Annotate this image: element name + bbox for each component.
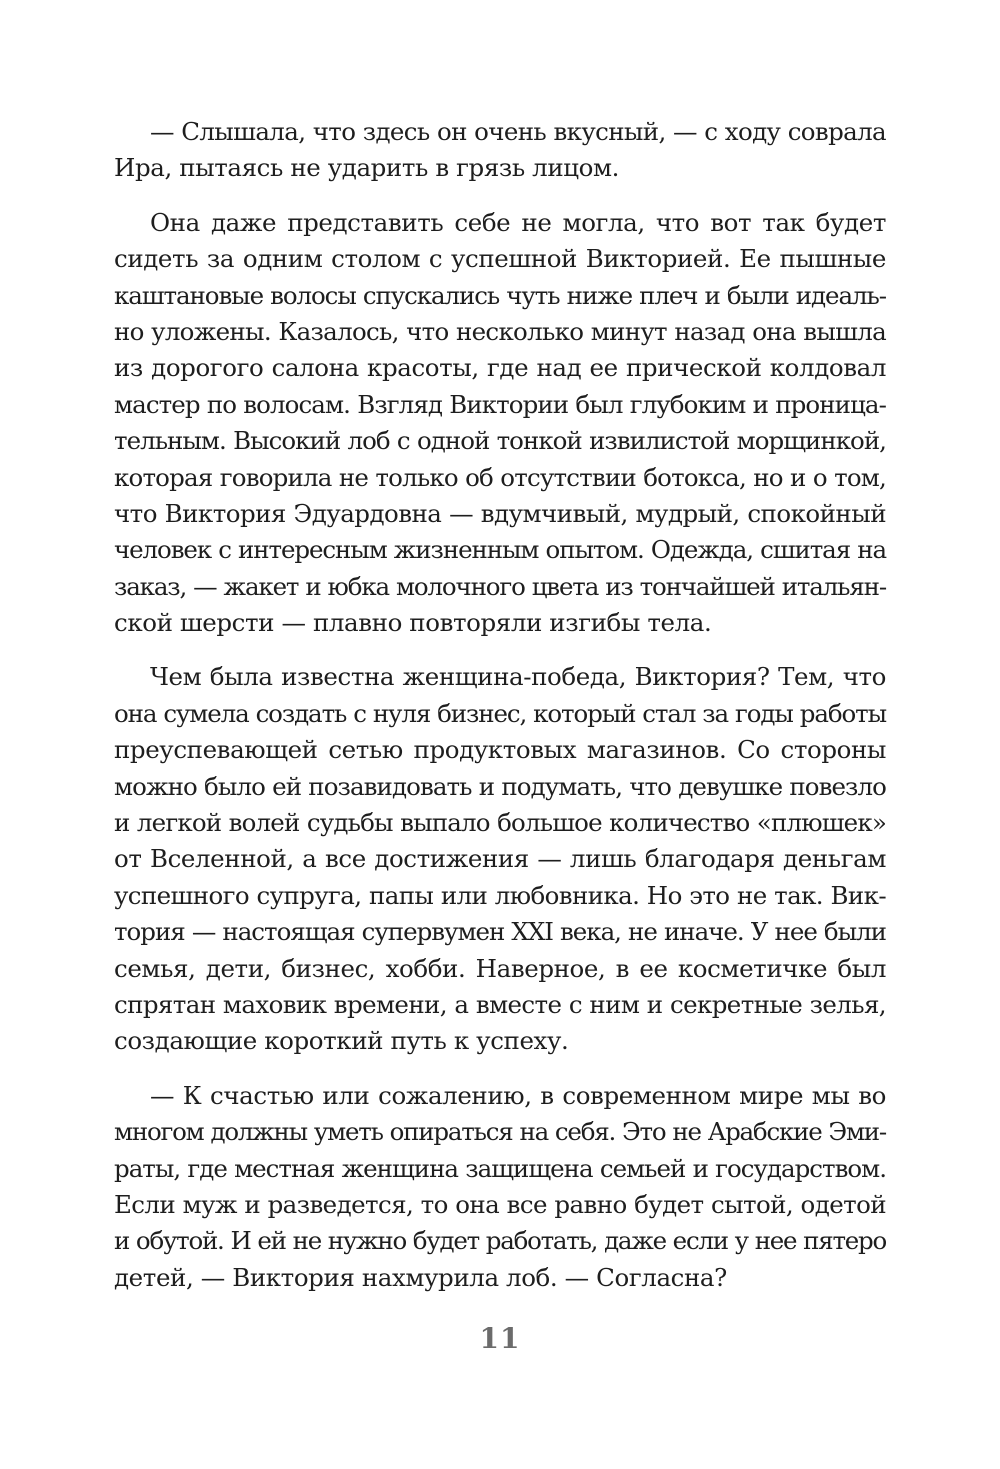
text-line: преуспевающей сетью продуктовых магазинов. Со стороны (114, 735, 886, 765)
text-line: — Слышала, что здесь он очень вкусный, — с ходу соврала (150, 117, 886, 146)
paragraph (114, 659, 886, 1059)
text-line: — К счастью или сожалению, в современном мире мы во (150, 1080, 886, 1110)
text-line: и легкой волей судьбы выпало большое количество «плюшек» (114, 808, 886, 838)
paragraph (114, 205, 886, 642)
text-line: семья, дети, бизнес, хобби. Наверное, в ее косметичке был (114, 953, 886, 983)
text-line: каштановые волосы спускались чуть ниже плеч и были идеаль- (114, 280, 886, 310)
text-line: успешного супруга, папы или любовника. Но это не так. Вик- (114, 880, 886, 910)
page-number: 11 (479, 1322, 521, 1355)
text-line: создающие короткий путь к успеху. (114, 1026, 569, 1056)
text-line: Она даже представить себе не могла, что вот так будет (150, 207, 886, 237)
text-line: она сумела создать с нуля бизнес, который стал за годы работы (114, 698, 886, 728)
text-line: сидеть за одним столом с успешной Викторией. Ее пышные (114, 244, 886, 274)
text-line: человек с интересным жизненным опытом. Одежда, сшитая на (114, 535, 886, 565)
text-line: которая говорила не только об отсутствии ботокса, но и о том, (114, 462, 886, 492)
text-line: можно было ей позавидовать и подумать, что девушке повезло (114, 771, 886, 801)
text-line: и обутой. И ей не нужно будет работать, даже если у нее пятеро (114, 1226, 886, 1256)
text-line: тельным. Высокий лоб с одной тонкой извилистой морщинкой, (114, 426, 886, 456)
text-line: многом должны уметь опираться на себя. Это не Арабские Эми- (114, 1117, 886, 1147)
text-line: ской шерсти — плавно повторяли изгибы тела. (114, 608, 712, 638)
text-line: что Виктория Эдуардовна — вдумчивый, мудрый, спокойный (114, 498, 886, 528)
text-line: от Вселенной, а все достижения — лишь благодаря деньгам (114, 844, 886, 874)
text-line: тория — настоящая супервумен XXI века, не иначе. У нее были (114, 917, 886, 947)
text-line: Ира, пытаясь не ударить в грязь лицом. (114, 153, 620, 183)
text-line: заказ, — жакет и юбка молочного цвета из тончайшей итальян- (114, 571, 886, 601)
text-line: но уложены. Казалось, что несколько минут назад она вышла (114, 316, 886, 346)
paragraph (114, 1078, 886, 1296)
paragraph (114, 114, 886, 187)
text-line: Если муж и разведется, то она все равно будет сытой, одетой (114, 1189, 886, 1219)
body-text (114, 114, 886, 1314)
text-line: раты, где местная женщина защищена семьей и государством. (114, 1153, 886, 1183)
text-line: из дорогого салона красоты, где над ее прической колдовал (114, 353, 886, 383)
text-line: мастер по волосам. Взгляд Виктории был глубоким и проница- (114, 389, 886, 419)
text-line: детей, — Виктория нахмурила лоб. — Согласна? (114, 1262, 727, 1292)
text-line: Чем была известна женщина-победа, Виктория? Тем, что (150, 662, 886, 692)
text-line: спрятан маховик времени, а вместе с ним и секретные зелья, (114, 989, 886, 1019)
